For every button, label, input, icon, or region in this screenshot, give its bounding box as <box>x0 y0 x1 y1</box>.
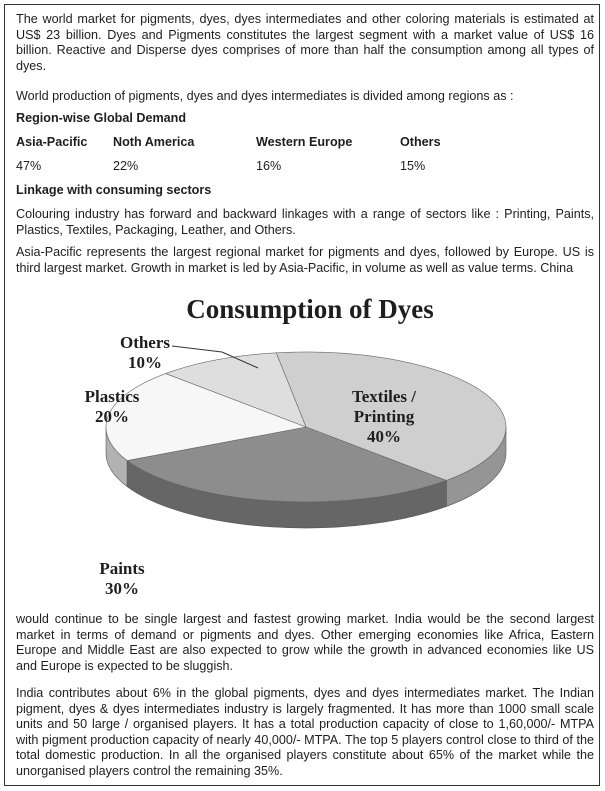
pie-label-name: Plastics <box>84 387 140 406</box>
pie-label-name-line2: Printing <box>353 407 415 426</box>
region-name: Western Europe <box>256 135 353 149</box>
intro-paragraph-2: World production of pigments, dyes and dyes intermediates is divided among regions as : <box>16 89 514 103</box>
pie-label-name: Textiles / <box>351 387 417 406</box>
pie-label-value: 20% <box>95 407 129 426</box>
pie-group <box>106 352 506 528</box>
region-name: Noth America <box>113 135 195 149</box>
linkage-paragraph-1: Colouring industry has forward and backward linkages with a range of sectors like : Printing, Paints, Plastics, Textiles, Packaging, Leather, and Others. <box>16 207 594 237</box>
linkage-heading: Linkage with consuming sectors <box>16 183 212 197</box>
region-name: Asia-Pacific <box>16 135 88 149</box>
pie-label-name: Others <box>119 333 171 352</box>
pie-label-value: 10% <box>128 353 162 372</box>
pie-label-name: Paints <box>99 559 145 578</box>
outro-paragraph-1: would continue to be single largest and fastest growing market. India would be the second largest market in terms of demand or pigments and dyes. Other emerging economies like Africa, Eastern Europe and Middle East are also expected to grow while the growth in advanced economies like US and Europe is expected to be sluggish. <box>16 612 594 673</box>
consumption-pie-chart <box>0 282 605 604</box>
pie-label-value: 30% <box>105 579 139 598</box>
region-share: 15% <box>400 159 426 173</box>
region-share: 22% <box>113 159 139 173</box>
region-share: 47% <box>16 159 42 173</box>
region-share: 16% <box>256 159 282 173</box>
regional-demand-heading: Region-wise Global Demand <box>16 111 187 125</box>
intro-paragraph-1: The world market for pigments, dyes, dyes intermediates and other coloring materials is estimated at US$ 23 billion. Dyes and Pigments constitutes the largest segment with a market value of US$ 16 billion. Reactive and Disperse dyes comprises of more than half the consumption among all types of dyes. <box>16 12 594 73</box>
outro-paragraph-2: India contributes about 6% in the global pigments, dyes and dyes intermediates market. The Indian pigment, dyes & dyes intermediates industry is largely fragmented. It has more than 1000 small scale units and 50 large / organised players. It has a total production capacity of close to 1,60,000/- MTPA with pigment production capacity of nearly 40,000/- MTPA. The top 5 players control close to third of the total domestic production. In all the organised players constitute about 65% of the market while the unorganised players control the remaining 35%. <box>16 686 594 778</box>
pie-label-value: 40% <box>367 427 401 446</box>
region-name: Others <box>400 135 441 149</box>
linkage-paragraph-2: Asia-Pacific represents the largest regional market for pigments and dyes, followed by Europe. US is third largest market. Growth in market is led by Asia-Pacific, in volume as well as value terms. China <box>16 245 594 275</box>
chart-title: Consumption of Dyes <box>186 294 434 324</box>
